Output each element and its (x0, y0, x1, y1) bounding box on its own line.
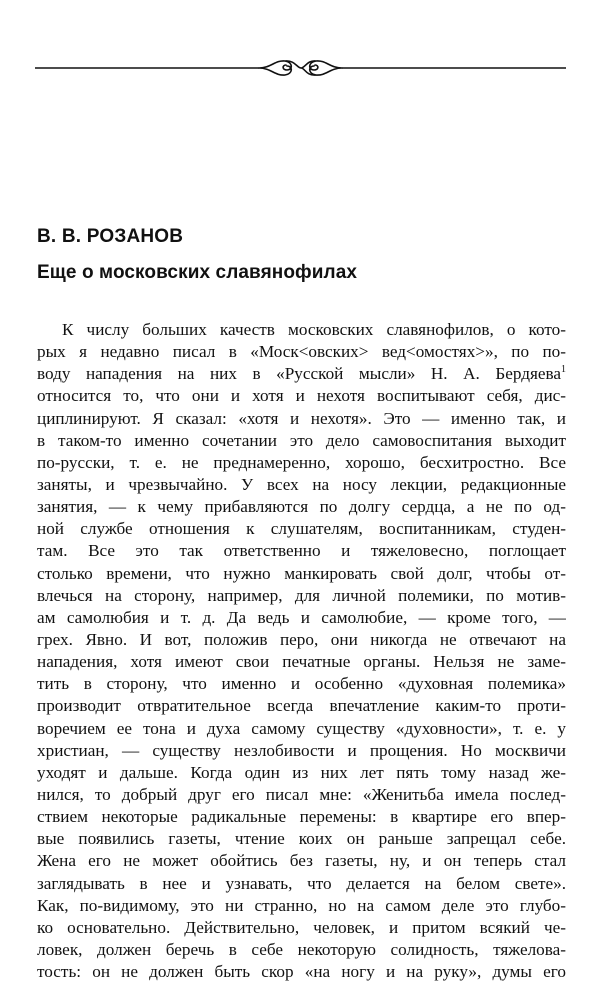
body-line: Как, по-видимому, это ни странно, но на самом деле это глубо- (37, 895, 566, 915)
body-line: заглядывать в нее и узнавать, что делается на белом свете». (37, 873, 566, 893)
body-line: рых я недавно писал в «Моск<овских> вед<омостях>», по по- (37, 342, 566, 362)
author-name: В. В. РОЗАНОВ (37, 226, 184, 247)
body-line: ловек, должен беречь в себе некоторую солидность, тяжелова- (37, 939, 566, 959)
body-line: Жена его не может обойтись без газеты, ну, и он теперь стал (37, 851, 566, 871)
body-line: тость: он не должен быть скор «на ногу и на руку», думы его (37, 962, 566, 982)
body-line: ко основательно. Действительно, человек, и притом всякий че- (37, 917, 566, 937)
body-line: ствием некоторые радикальные перемены: в квартире его впер- (37, 807, 566, 827)
body-line: уходят и дальше. Когда один из них лет пять тому назад же- (37, 762, 566, 782)
footnote-marker: 1 (561, 364, 566, 376)
body-line: относится то, что они и хотя и нехотя воспитывают себя, дис- (37, 386, 566, 406)
flourish-ornament-icon (35, 56, 566, 80)
body-line: грех. Явно. И вот, положив перо, они никогда не отвечают на (37, 629, 566, 649)
ornamental-rule (35, 56, 566, 80)
body-line: воречием ее тона и духа самому существу «духовности», т. е. у (37, 718, 566, 738)
body-line: К числу больших качеств московских славянофилов, о кото- (62, 320, 566, 339)
body-line: влечься на сторону, например, для личной полемики, по мотив- (37, 585, 566, 605)
body-line: производит отвратительное всегда впечатление каким-то проти- (37, 696, 566, 716)
body-line: ной службе отношения к слушателям, воспитанникам, студен- (37, 519, 566, 539)
body-line: там. Все это так ответственно и тяжеловесно, поглощает (37, 541, 566, 561)
body-line: в таком-то именно сочетании это дело самовоспитания выходит (37, 430, 566, 450)
body-line: нился, то добрый друг его писал мне: «Женитьба имела послед- (37, 784, 566, 804)
article-body (37, 319, 566, 983)
body-line: заняты, и чрезвычайно. У всех на носу лекции, редакционные (37, 474, 566, 494)
body-line: вые появились газеты, чтение коих он раньше запрещал себе. (37, 829, 566, 849)
body-line: занятия, — к чему прибавляются по долгу сердца, а не по од- (37, 497, 566, 517)
body-line: циплинируют. Я сказал: «хотя и нехотя». Это — именно так, и (37, 408, 566, 428)
body-line: столько времени, что нужно манкировать свой долг, чтобы от- (37, 563, 566, 583)
body-line: христиан, — существу незлобивости и прощения. Но москвичи (37, 740, 566, 760)
body-line: по-русски, т. е. не преднамеренно, хорошо, бесхитростно. Все (37, 452, 566, 472)
article-title: Еще о московских славянофилах (37, 262, 358, 283)
body-line: воду нападения на них в «Русской мысли» Н. А. Бердяева$^1$ (37, 364, 566, 384)
body-line: тить в сторону, что именно и особенно «духовная полемика» (37, 674, 566, 694)
body-line: нападения, хотя имеют свои печатные органы. Нельзя не заме- (37, 652, 566, 672)
body-line: ам самолюбия и т. д. Да ведь и самолюбие, — кроме того, — (37, 607, 566, 627)
